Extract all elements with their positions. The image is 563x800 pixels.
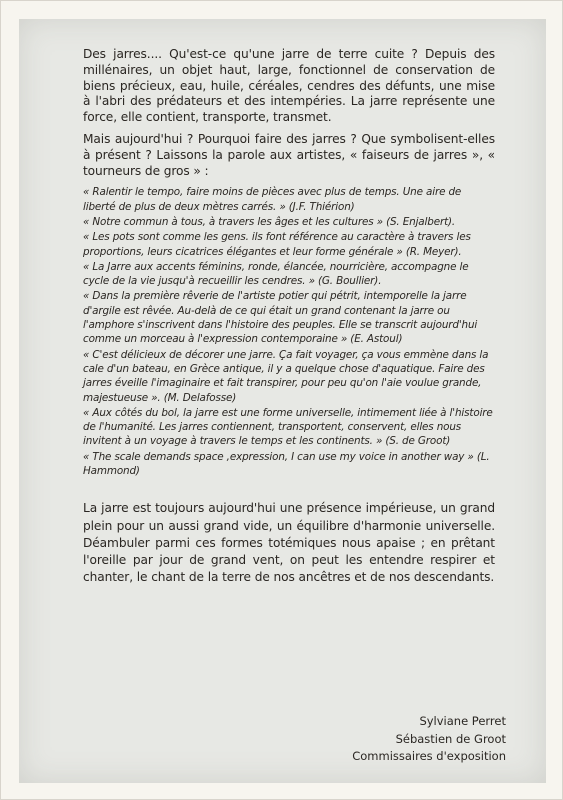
quote-enjalbert: « Notre commun à tous, à travers les âges et les cultures » (S. Enjalbert). [83,215,456,228]
signature-block [352,713,506,766]
quote-hammond: « The scale demands space ,expression, I can use my voice in another way » (L. Hammond) [83,450,490,478]
panel-text-body [83,47,495,586]
closing-paragraph: La jarre est toujours aujourd'hui une présence impérieuse, un grand plein pour un aussi grand vide, un équilibre d'harmonie universelle. Déambuler parmi ces formes totémiques nous apaise ; en prêtant l'oreille par jour de grand vent, on peut les entendre respirer et chanter, le chant de la terre de nos ancêtres et de nos descendants. [83,501,495,585]
quote-boullier: « La Jarre aux accents féminins, ronde, élancée, nourricière, accompagne le cycle de la vie jusqu'à recueillir les cendres. » (G. Boullier). [83,260,469,288]
quote-thierion: « Ralentir le tempo, faire moins de pièces avec plus de temps. Une aire de liberté de plus de deux mètres carrés. » (J.F. Thiérion) [83,186,462,213]
quote-meyer: « Les pots sont comme les gens. ils font référence au caractère à travers les proportions, leurs cicatrices élégantes et leur forme générale » (R. Meyer). [83,231,471,258]
artist-quotes [83,185,495,478]
quote-delafosse: « C'est délicieux de décorer une jarre. Ça fait voyager, ça vous emmène dans la cale d'un bateau, en Grèce antique, il y a quelque chose d'aquatique. Faire des jarres éveille l'imaginaire et fait transpirer, pour peu qu'on l'aie voulue grande, majestueuse ». (M. Delafosse) [83,348,489,404]
quote-de-groot: « Aux côtés du bol, la jarre est une forme universelle, intimement liée à l'histoire de l'humanité. Les jarres contiennent, transportent, conservent, elles nous invitent à un voyage à travers le temps et les continents. » (S. de Groot) [83,406,493,448]
quote-astoul: « Dans la première rêverie de l'artiste potier qui pétrit, intemporelle la jarre d'argile est rêvée. Au-delà de ce qui était un grand contenant la jarre ou l'amphore s'inscrivent dans l'histoire des peuples. Elle se transcrit aujourd'hui comme un morceau à l'expression contemporaine » (E. Astoul) [83,290,478,346]
signature-name-de-groot: Sébastien de Groot [395,731,506,746]
intro-paragraph-1: Des jarres.... Qu'est-ce qu'une jarre de terre cuite ? Depuis des millénaires, un objet haut, large, fonctionnel de conservation de biens précieux, eau, huile, céréales, cendres des défunts, une mise à l'abri des prédateurs et des intempéries. La jarre représente une force, elle contient, transporte, transmet. [83,47,495,125]
signature-name-perret: Sylviane Perret [419,714,506,728]
signature-role: Commissaires d'exposition [352,749,506,763]
intro-paragraph-2: Mais aujourd'hui ? Pourquoi faire des jarres ? Que symbolisent-elles à présent ? Laissons la parole aux artistes, « faiseurs de jarres », « tourneurs de gros » : [83,131,495,178]
